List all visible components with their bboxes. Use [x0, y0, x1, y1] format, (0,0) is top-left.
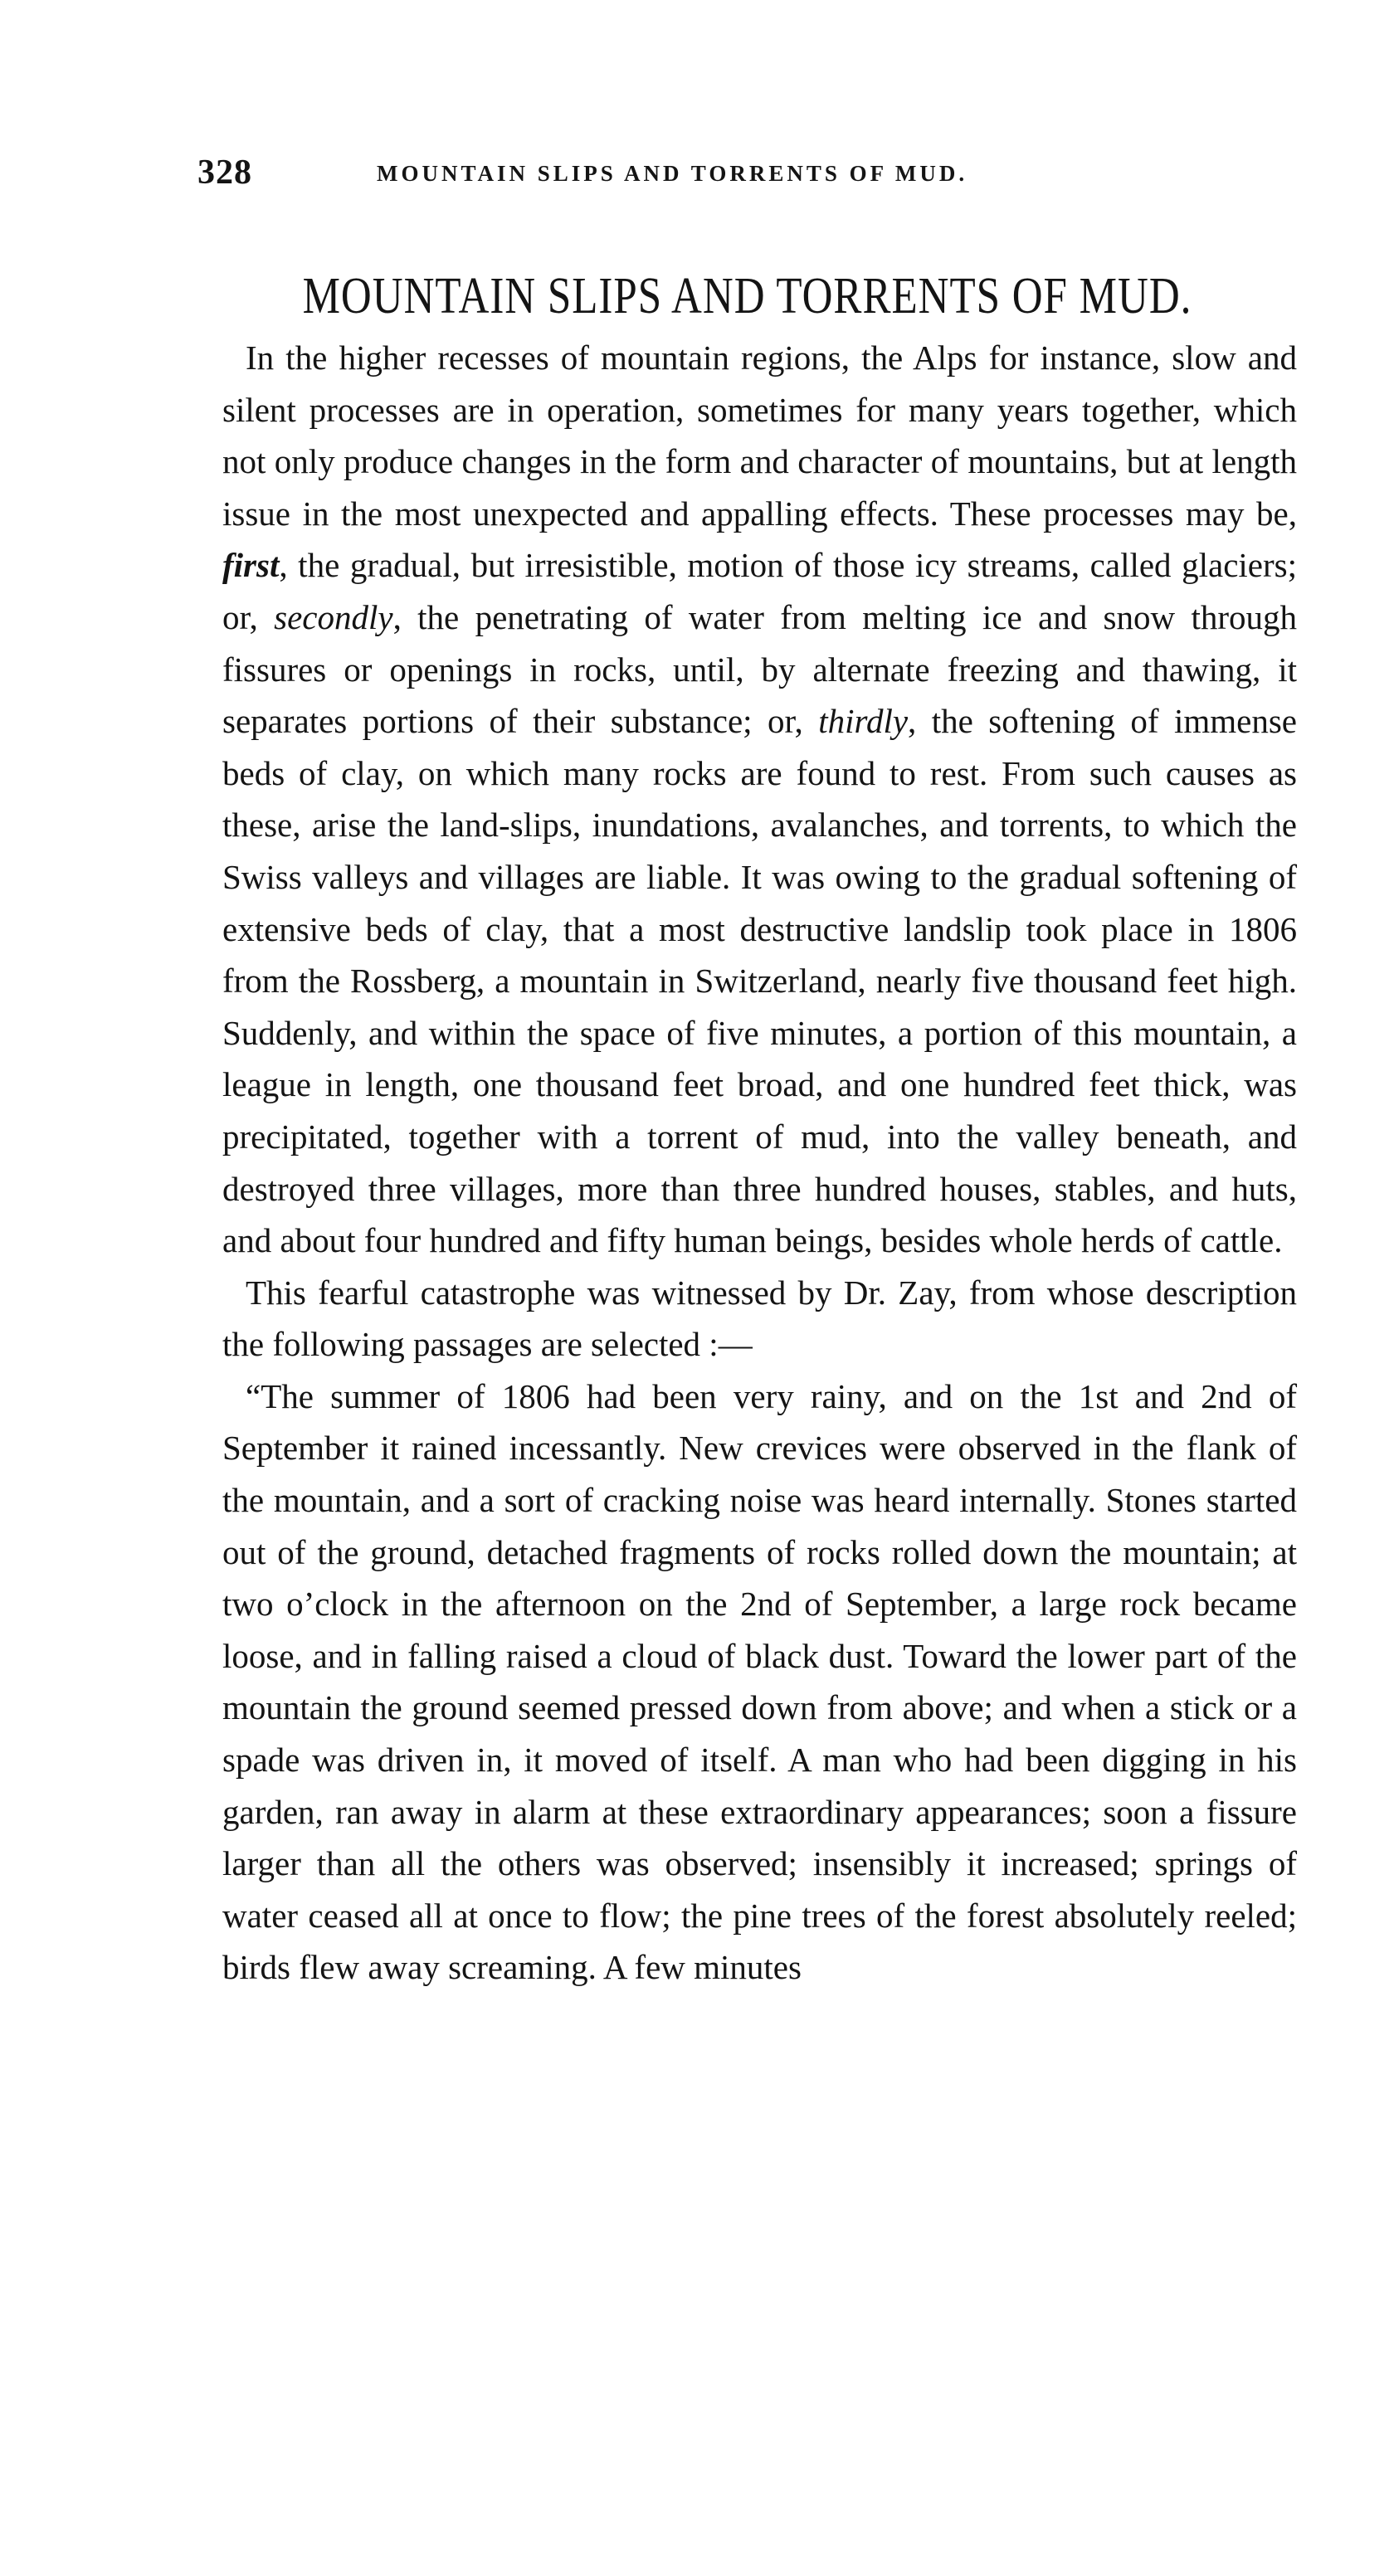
running-head — [197, 153, 1326, 202]
running-title: MOUNTAIN SLIPS AND TORRENTS OF MUD. — [377, 161, 968, 186]
emphasis-first: first — [222, 546, 280, 585]
chapter-title: MOUNTAIN SLIPS AND TORRENTS OF MUD. — [302, 268, 1192, 325]
paragraph-1-text-a: In the higher recesses of mountain regions, the Alps for instance, slow and silent processes are in operation, sometimes for many years together, which not only produce changes in the form and character of mountains, but at length issue in the most unexpected and appalling effects. These processes may be, — [222, 338, 1297, 533]
paragraph-1-text-b: , the gradual, but irresistible, motion of those icy streams, called glaciers; or, — [222, 546, 1297, 636]
paragraph-3: “The summer of 1806 had been very rainy, and on the 1st and 2nd of September it rained incessantly. New crevices were observed in the flank of the mountain, and a sort of cracking noise was heard internally. Stones started out of the ground, detached fragments of rocks rolled down the mountain; at two o’clock in the afternoon on the 2nd of September, a large rock became loose, and in falling raised a cloud of black dust. Toward the lower part of the mountain the ground seemed pressed down from above; and when a stick or a spade was driven in, it moved of itself. A man who had been digging in his garden, ran away in alarm at these extraordinary appearances; soon a fissure larger than all the others was observed; insensibly it increased; springs of water ceased all at once to flow; the pine trees of the forest absolutely reeled; birds flew away screaming. A few minutes — [222, 1376, 1297, 1987]
body-text — [222, 332, 1297, 1994]
paragraph-1-text-c: , the penetrating of water from melting ice and snow through fissures or openings in rocks, until, by alternate freezing and thawing, it separates portions of their substance; or, — [222, 597, 1297, 741]
paragraph-1-text-d: , the softening of immense beds of clay, on which many rocks are found to rest. From such causes as these, arise the land-slips, inundations, avalanches, and torrents, to which the Swiss valleys and villages are liable. It was owing to the gradual softening of extensive beds of clay, that a most destructive landslip took place in 1806 from the Rossberg, a mountain in Switzerland, nearly five thousand feet high. Suddenly, and within the space of five minutes, a portion of this mountain, a league in length, one thousand feet broad, and one hundred feet thick, was precipitated, together with a torrent of mud, into the valley beneath, and destroyed three villages, more than three hundred houses, stables, and huts, and about four hundred and fifty human beings, besides whole herds of cattle. — [222, 702, 1297, 1260]
page-number: 328 — [197, 153, 252, 192]
paragraph-1 — [222, 332, 1297, 1267]
emphasis-secondly: secondly — [274, 597, 393, 636]
emphasis-thirdly: thirdly — [818, 702, 909, 741]
paragraph-2: This fearful catastrophe was witnessed by Dr. Zay, from whose description the following passages are selected :— — [222, 1273, 1297, 1364]
